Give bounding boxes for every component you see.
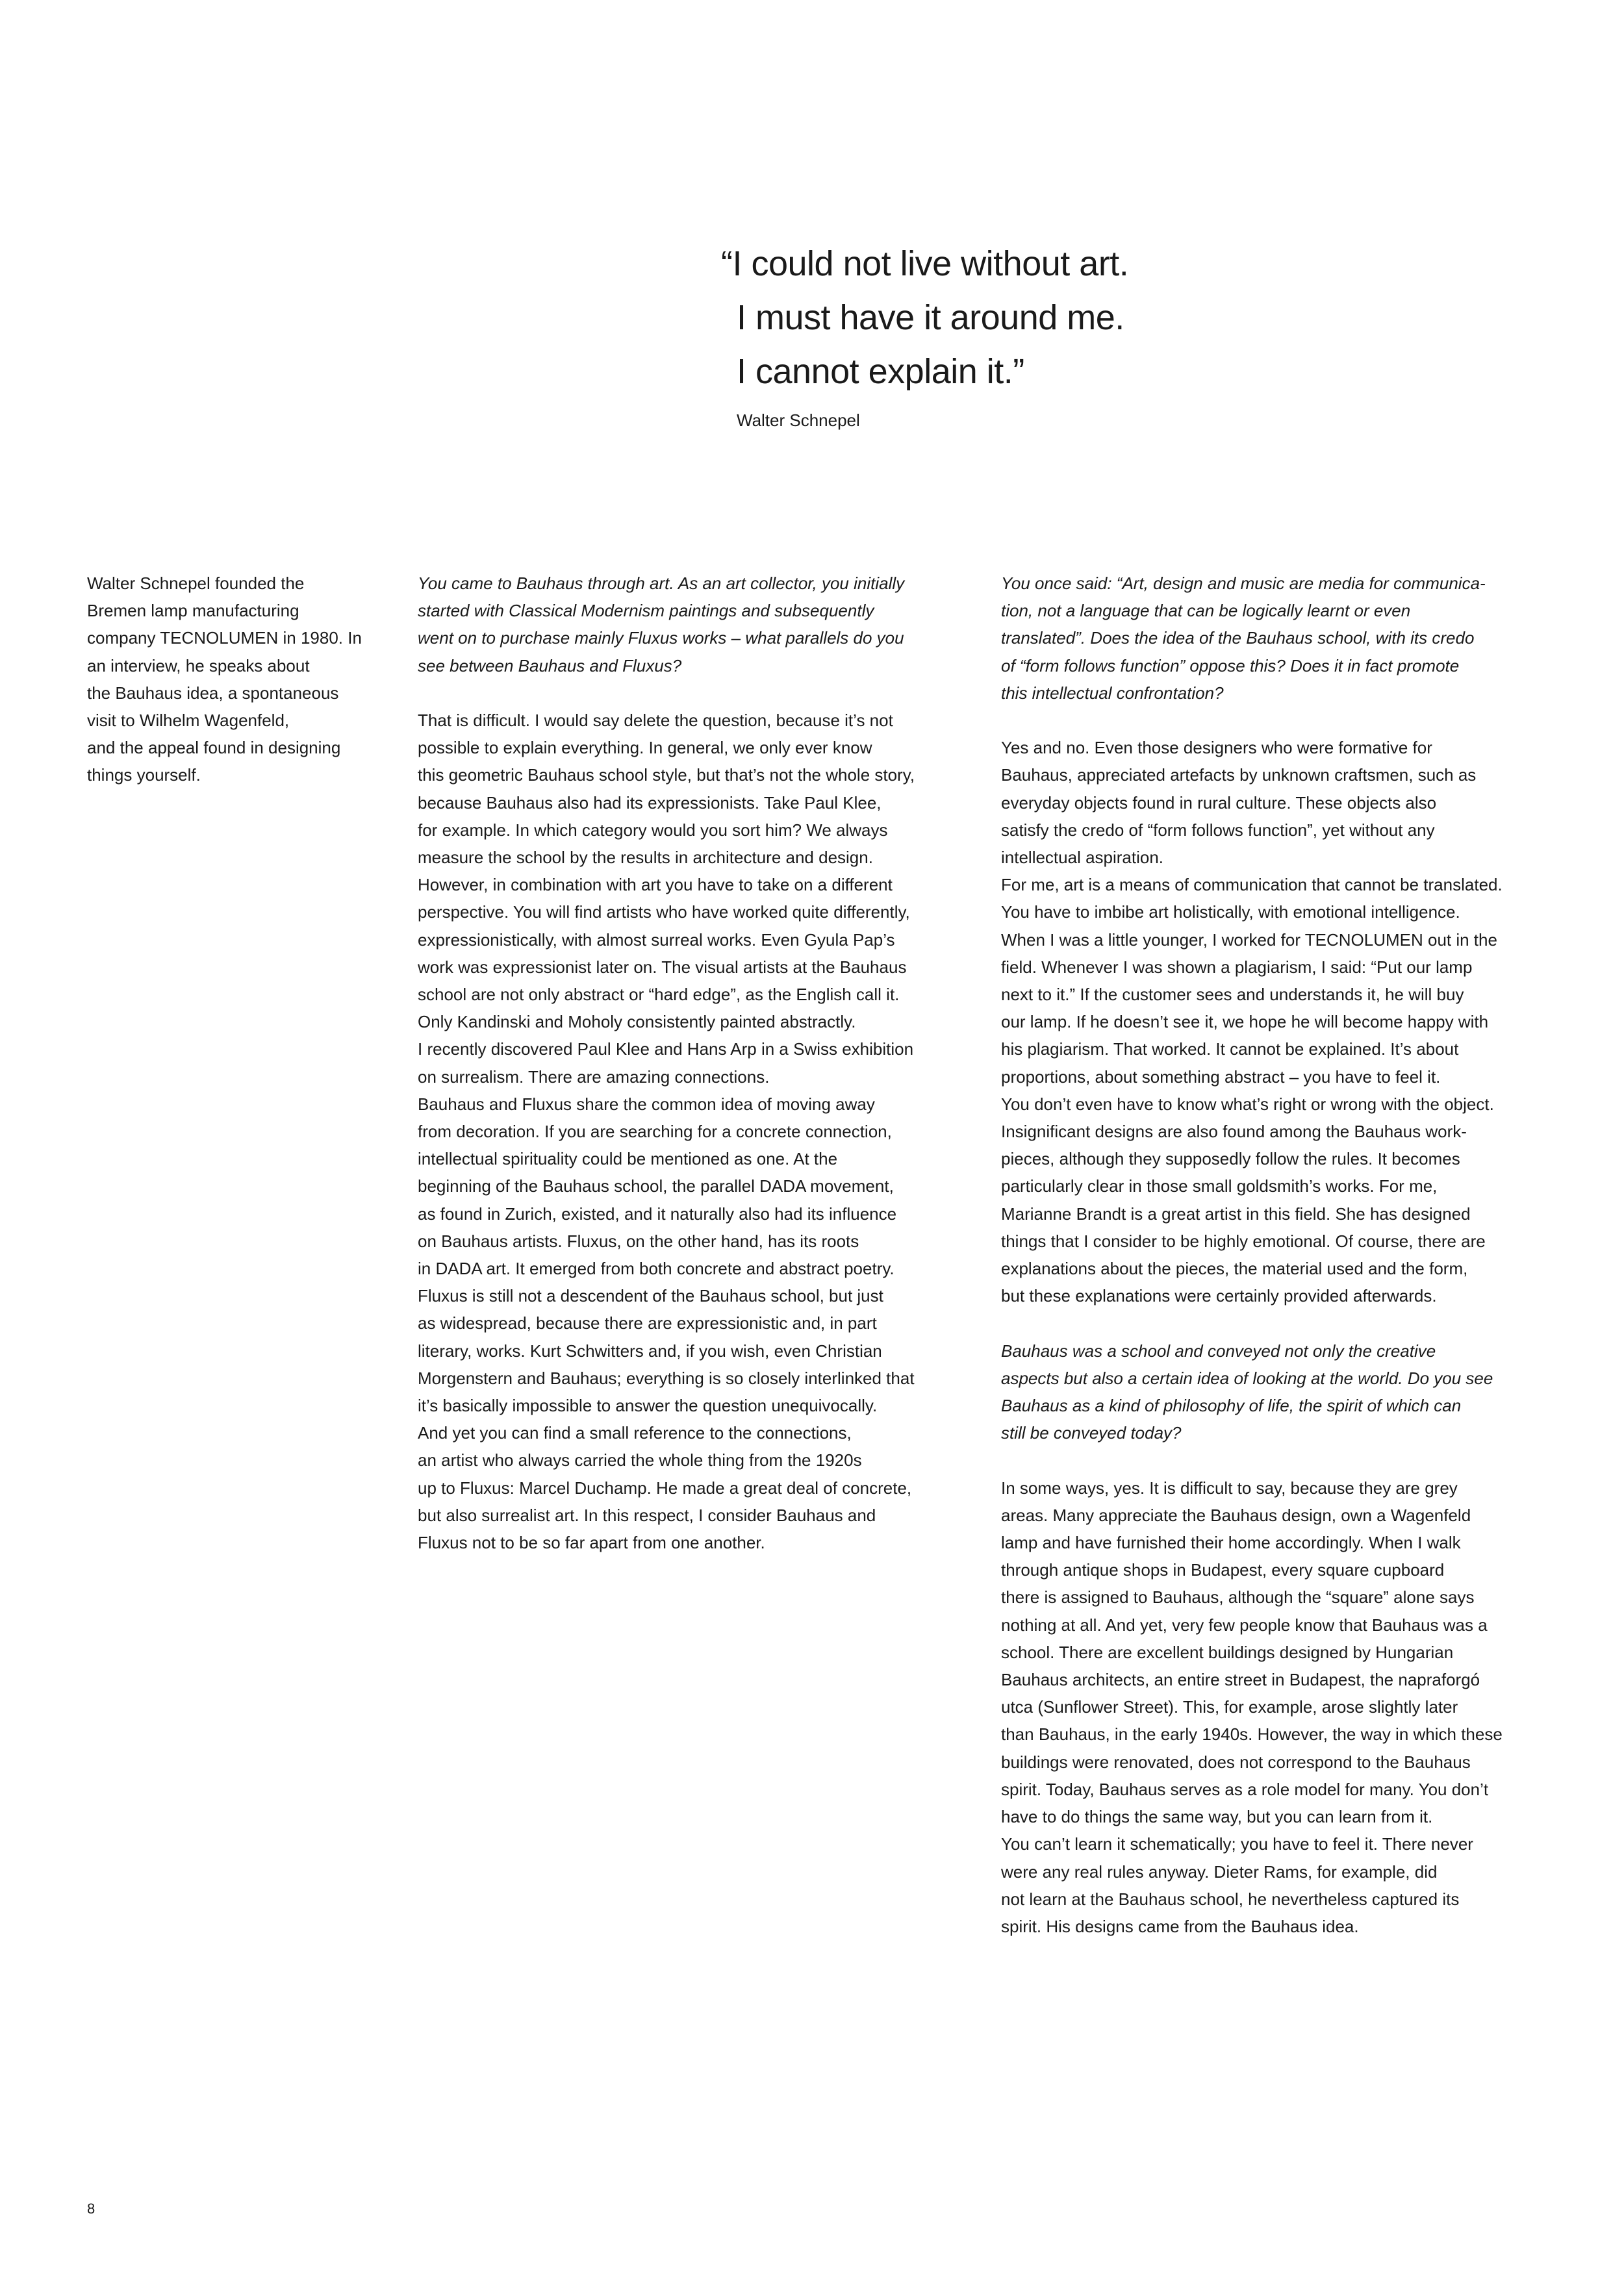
- text-line: but these explanations were certainly provided afterwards.: [1001, 1286, 1437, 1306]
- text-line: visit to Wilhelm Wagenfeld,: [87, 711, 290, 731]
- text-line: not learn at the Bauhaus school, he nevertheless captured its: [1001, 1889, 1460, 1909]
- text-line: nothing at all. And yet, very few people know that Bauhaus was a: [1001, 1615, 1488, 1635]
- text-line: in DADA art. It emerged from both concrete and abstract poetry.: [418, 1259, 894, 1279]
- text-line: the Bauhaus idea, a spontaneous: [87, 683, 339, 703]
- text-line: I recently discovered Paul Klee and Hans Arp in a Swiss exhibition: [418, 1039, 914, 1059]
- text-line: Bremen lamp manufacturing: [87, 601, 299, 621]
- text-line: for example. In which category would you sort him? We always: [418, 820, 888, 840]
- text-line: Walter Schnepel founded the: [87, 574, 305, 593]
- text-line: have to do things the same way, but you can learn from it.: [1001, 1807, 1433, 1827]
- text-line: particularly clear in those small goldsmith’s works. For me,: [1001, 1176, 1438, 1196]
- text-line: school are not only abstract or “hard edge”, as the English call it.: [418, 985, 900, 1005]
- text-line: translated”. Does the idea of the Bauhaus school, with its credo: [1001, 628, 1475, 648]
- paragraph-gap: [1001, 1446, 1566, 1474]
- quote-line-2: I must have it around me.: [737, 298, 1124, 337]
- text-line: things that I consider to be highly emotional. Of course, there are: [1001, 1231, 1486, 1251]
- text-line: For me, art is a means of communication that cannot be translated.: [1001, 875, 1503, 895]
- text-line: literary, works. Kurt Schwitters and, if you wish, even Christian: [418, 1341, 882, 1361]
- text-line: You can’t learn it schematically; you have to feel it. There never: [1001, 1834, 1473, 1854]
- text-line: satisfy the credo of “form follows function”, yet without any: [1001, 820, 1435, 840]
- text-line: proportions, about something abstract – you have to feel it.: [1001, 1066, 1441, 1087]
- text-line: When I was a little younger, I worked for TECNOLUMEN out in the: [1001, 929, 1497, 950]
- text-line: Bauhaus as a kind of philosophy of life, the spirit of which can: [1001, 1396, 1462, 1416]
- text-line: Fluxus is still not a descendent of the Bauhaus school, but just: [418, 1286, 883, 1306]
- question-1: [418, 570, 970, 679]
- text-line: spirit. His designs came from the Bauhaus idea.: [1001, 1916, 1359, 1936]
- text-line: went on to purchase mainly Fluxus works – what parallels do you: [418, 628, 904, 648]
- text-line: next to it.” If the customer sees and understands it, he will buy: [1001, 985, 1464, 1005]
- answer-3: [1001, 1474, 1566, 1940]
- text-line: spirit. Today, Bauhaus serves as a role model for many. You don’t: [1001, 1779, 1489, 1799]
- question-2: [1001, 570, 1566, 707]
- text-line: as widespread, because there are expressionistic and, in part: [418, 1313, 877, 1333]
- text-line: And yet you can find a small reference to the connections,: [418, 1423, 852, 1443]
- text-line: things yourself.: [87, 765, 201, 785]
- text-line: intellectual spirituality could be mentioned as one. At the: [418, 1149, 838, 1169]
- text-line: Bauhaus architects, an entire street in Budapest, the napraforgó: [1001, 1670, 1480, 1690]
- text-line: In some ways, yes. It is difficult to say, because they are grey: [1001, 1478, 1458, 1498]
- text-line: measure the school by the results in architecture and design.: [418, 848, 873, 868]
- text-line: Bauhaus was a school and conveyed not only the creative: [1001, 1341, 1436, 1361]
- text-line: but also surrealist art. In this respect, I consider Bauhaus and: [418, 1505, 876, 1525]
- quote-author: Walter Schnepel: [737, 410, 860, 430]
- text-line: our lamp. If he doesn’t see it, we hope he will become happy with: [1001, 1012, 1489, 1032]
- text-line: from decoration. If you are searching for a concrete connection,: [418, 1122, 892, 1142]
- text-line: expressionistically, with almost surreal works. Even Gyula Pap’s: [418, 929, 895, 950]
- text-line: there is assigned to Bauhaus, although the “square” alone says: [1001, 1587, 1475, 1608]
- text-line: Insignificant designs are also found among the Bauhaus work-: [1001, 1122, 1467, 1142]
- text-line: company TECNOLUMEN in 1980. In: [87, 628, 362, 648]
- text-line: an artist who always carried the whole thing from the 1920s: [418, 1450, 862, 1470]
- text-line: Morgenstern and Bauhaus; everything is so closely interlinked that: [418, 1368, 915, 1388]
- text-line: perspective. You will find artists who have worked quite differently,: [418, 902, 910, 922]
- text-line: school. There are excellent buildings designed by Hungarian: [1001, 1642, 1454, 1662]
- text-line: Bauhaus and Fluxus share the common idea of moving away: [418, 1094, 875, 1114]
- text-line: work was expressionist later on. The visual artists at the Bauhaus: [418, 957, 907, 977]
- answer-1: [418, 707, 970, 1556]
- question-3: [1001, 1337, 1566, 1447]
- answer-2: [1001, 734, 1566, 1309]
- text-line: possible to explain everything. In general, we only ever know: [418, 738, 872, 758]
- paragraph-gap: [1001, 1309, 1566, 1337]
- text-line: You came to Bauhaus through art. As an art collector, you initially: [418, 574, 905, 593]
- text-line: However, in combination with art you have to take on a different: [418, 875, 893, 895]
- pull-quote: [721, 237, 1501, 431]
- text-line: an interview, he speaks about: [87, 655, 310, 675]
- text-line: areas. Many appreciate the Bauhaus design, own a Wagenfeld: [1001, 1505, 1471, 1525]
- text-line: lamp and have furnished their home accordingly. When I walk: [1001, 1533, 1461, 1553]
- interview-column-right: [1001, 570, 1566, 1940]
- text-line: up to Fluxus: Marcel Duchamp. He made a great deal of concrete,: [418, 1478, 912, 1498]
- text-line: because Bauhaus also had its expressionists. Take Paul Klee,: [418, 792, 882, 813]
- text-line: field. Whenever I was shown a plagiarism, I said: “Put our lamp: [1001, 957, 1473, 977]
- text-line: his plagiarism. That worked. It cannot be explained. It’s about: [1001, 1039, 1459, 1059]
- text-line: tion, not a language that can be logically learnt or even: [1001, 601, 1411, 621]
- text-line: it’s basically impossible to answer the question unequivocally.: [418, 1396, 878, 1416]
- text-line: as found in Zurich, existed, and it naturally also had its influence: [418, 1204, 897, 1224]
- text-line: pieces, although they supposedly follow the rules. It becomes: [1001, 1149, 1460, 1169]
- text-line: That is difficult. I would say delete the question, because it’s not: [418, 711, 893, 730]
- text-line: on surrealism. There are amazing connections.: [418, 1066, 770, 1087]
- text-line: You don’t even have to know what’s right or wrong with the object.: [1001, 1094, 1494, 1114]
- intro-column: [87, 570, 392, 789]
- text-line: explanations about the pieces, the material used and the form,: [1001, 1259, 1468, 1279]
- text-line: aspects but also a certain idea of looking at the world. Do you see: [1001, 1368, 1493, 1388]
- text-line: Marianne Brandt is a great artist in this field. She has designed: [1001, 1204, 1471, 1224]
- text-line: started with Classical Modernism paintings and subsequently: [418, 601, 874, 621]
- text-line: this intellectual confrontation?: [1001, 683, 1224, 703]
- text-line: You once said: “Art, design and music are media for communica-: [1001, 574, 1486, 593]
- text-line: Only Kandinski and Moholy consistently painted abstractly.: [418, 1012, 856, 1032]
- paragraph-gap: [418, 679, 970, 707]
- text-line: utca (Sunflower Street). This, for example, arose slightly later: [1001, 1697, 1458, 1717]
- text-line: of “form follows function” oppose this? Does it in fact promote: [1001, 655, 1460, 675]
- text-line: Yes and no. Even those designers who were formative for: [1001, 738, 1432, 758]
- text-line: were any real rules anyway. Dieter Rams, for example, did: [1001, 1861, 1438, 1882]
- paragraph-gap: [1001, 707, 1566, 734]
- interview-column-middle: [418, 570, 970, 1556]
- text-line: on Bauhaus artists. Fluxus, on the other hand, has its roots: [418, 1231, 859, 1251]
- text-line: Fluxus not to be so far apart from one another.: [418, 1533, 765, 1553]
- text-line: still be conveyed today?: [1001, 1423, 1182, 1443]
- text-line: and the appeal found in designing: [87, 738, 341, 758]
- page-number: 8: [87, 2201, 95, 2217]
- text-line: see between Bauhaus and Fluxus?: [418, 655, 682, 675]
- text-line: beginning of the Bauhaus school, the parallel DADA movement,: [418, 1176, 894, 1196]
- quote-line-1: “I could not live without art.: [721, 244, 1129, 283]
- text-line: everyday objects found in rural culture. These objects also: [1001, 792, 1437, 813]
- text-line: You have to imbibe art holistically, with emotional intelligence.: [1001, 902, 1460, 922]
- text-line: Bauhaus, appreciated artefacts by unknown craftsmen, such as: [1001, 765, 1477, 785]
- text-line: through antique shops in Budapest, every square cupboard: [1001, 1560, 1445, 1580]
- text-line: buildings were renovated, does not correspond to the Bauhaus: [1001, 1752, 1471, 1772]
- quote-line-3: I cannot explain it.”: [737, 352, 1024, 391]
- text-line: than Bauhaus, in the early 1940s. However, the way in which these: [1001, 1724, 1503, 1745]
- intro-paragraph: [87, 570, 392, 789]
- text-line: this geometric Bauhaus school style, but that’s not the whole story,: [418, 765, 915, 785]
- text-line: intellectual aspiration.: [1001, 848, 1164, 868]
